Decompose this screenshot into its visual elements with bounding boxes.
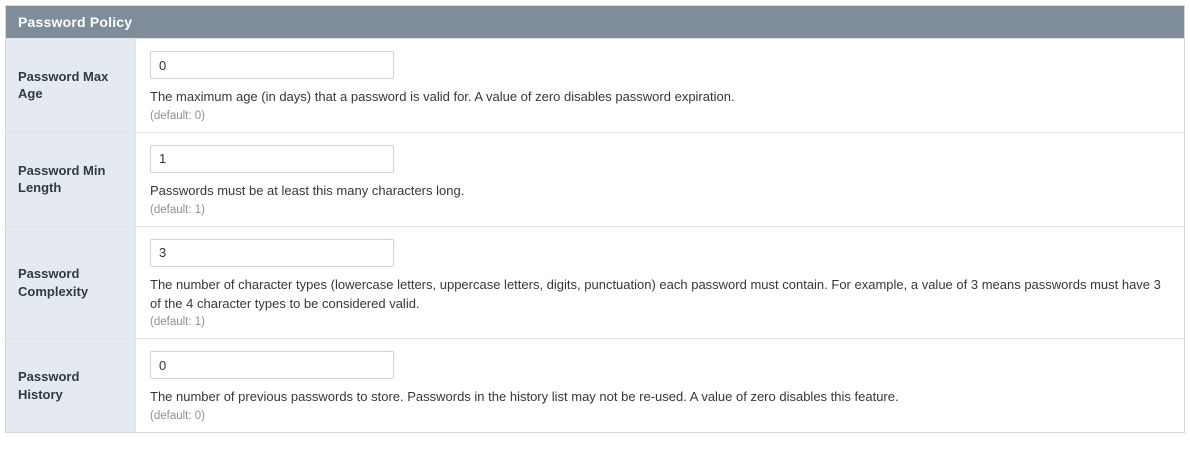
password-policy-panel [5, 5, 1185, 433]
field-content [136, 339, 1184, 432]
field-label-password-complexity: Password Complexity [6, 227, 136, 339]
field-description: Passwords must be at least this many characters long. [150, 182, 465, 198]
field-label-password-history: Password History [6, 339, 136, 432]
field-description: The number of character types (lowercase letters, uppercase letters, digits, punctuation) each password must contain. For example, a value of 3 means passwords must have 3 of the 4 character types to be considered valid. [150, 276, 1161, 311]
password-complexity-input[interactable] [150, 239, 394, 267]
field-label-password-min-length: Password Min Length [6, 133, 136, 226]
table-row [6, 38, 1184, 132]
field-description: The number of previous passwords to store. Passwords in the history list may not be re-used. A value of zero disables this feature. [150, 389, 899, 405]
field-default-hint: (default: 1) [150, 203, 205, 216]
table-row [6, 226, 1184, 339]
table-row [6, 338, 1184, 432]
password-max-age-input[interactable] [150, 51, 394, 79]
field-default-hint: (default: 0) [150, 410, 205, 423]
field-default-hint: (default: 1) [150, 316, 205, 329]
password-min-length-input[interactable] [150, 145, 394, 173]
field-content [136, 133, 1184, 226]
table-row [6, 132, 1184, 226]
field-content [136, 39, 1184, 132]
field-content [136, 227, 1184, 339]
field-description: The maximum age (in days) that a password is valid for. A value of zero disables password expiration. [150, 89, 735, 104]
password-history-input[interactable] [150, 351, 394, 379]
panel-title: Password Policy [6, 6, 1184, 38]
field-label-password-max-age: Password Max Age [6, 39, 136, 132]
field-default-hint: (default: 0) [150, 109, 205, 122]
